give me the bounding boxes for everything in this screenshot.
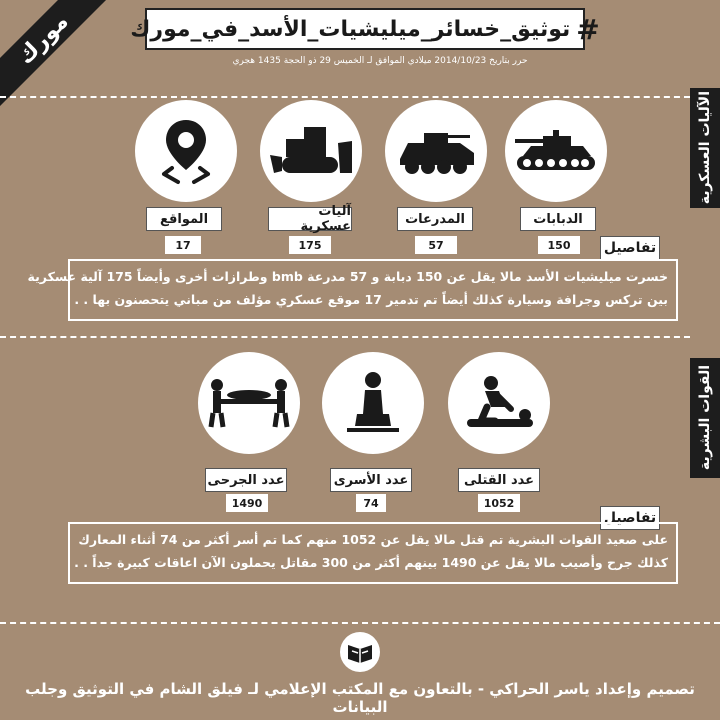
value-wounded: [226, 494, 268, 512]
details-tag-military: [600, 236, 660, 260]
details-military-line-1: خسرت ميليشيات الأسد مالا يقل عن 150 دبابة و 57 مدرعة bmb وطرازات أخرى وأيضاً 175 آلية عسكرية: [27, 269, 668, 284]
label-prisoners-text: عدد الأسرى: [333, 472, 409, 488]
section-tab-military: [690, 88, 720, 208]
value-military-vehicles: [289, 236, 331, 254]
section-tab-human: [690, 358, 720, 478]
section-divider-military: [0, 96, 690, 98]
value-wounded-text: 1490: [231, 496, 263, 510]
details-box-military: [27, 259, 678, 321]
kneeling-prisoner-icon: [322, 352, 424, 454]
cpr-icon: [448, 352, 550, 454]
hashtag-symbol: #: [576, 12, 600, 46]
value-killed-text: 1052: [483, 496, 515, 510]
details-human-line-2: كذلك جرح وأصيب مالا يقل عن 1490 بينهم أكثر من 300 مقاتل يحملون الآن اعاقات كبيرة جداً . .: [74, 555, 668, 570]
label-tanks: [520, 207, 596, 231]
section-label-military: الآليات العسكرية: [697, 91, 713, 205]
details-tag-human-text: تفاصيل: [603, 510, 657, 526]
details-box-human: [68, 522, 678, 584]
value-prisoners: [356, 494, 386, 512]
label-prisoners: [330, 468, 412, 492]
value-tanks: [538, 236, 580, 254]
value-positions-text: 17: [175, 238, 191, 252]
value-killed: [478, 494, 520, 512]
label-military-vehicles-text: آليات عسكرية: [300, 204, 351, 234]
footer-divider: [0, 622, 720, 624]
label-wounded-text: عدد الجرحى: [207, 472, 285, 488]
page-title-text: توثيق_خسائر_ميليشيات_الأسد_في_مورك: [130, 16, 571, 42]
value-military-vehicles-text: 175: [298, 238, 322, 252]
label-wounded: [205, 468, 287, 492]
label-killed: [458, 468, 540, 492]
value-positions: [165, 236, 201, 254]
value-tanks-text: 150: [547, 238, 571, 252]
footer-credits: تصميم وإعداد ياسر الحراكي - بالتعاون مع المكتب الإعلامي لـ فيلق الشام في التوثيق وجلب البيانات: [25, 680, 695, 716]
label-killed-text: عدد القتلى: [463, 472, 535, 488]
label-tanks-text: الدبابات: [533, 211, 583, 227]
value-prisoners-text: 74: [363, 496, 379, 510]
stretcher-icon: [198, 352, 300, 454]
section-divider-human: [0, 336, 690, 338]
label-positions-text: المواقع: [159, 211, 209, 227]
section-label-human: القوات البشرية: [697, 365, 713, 471]
corner-ribbon: [0, 0, 115, 111]
page-title: [130, 8, 600, 50]
location-pin-icon: [135, 100, 237, 202]
value-armored-text: 57: [428, 238, 444, 252]
label-armored: [397, 207, 473, 231]
label-armored-text: المدرعات: [405, 211, 465, 227]
open-book-logo-icon: [340, 632, 380, 672]
label-positions: [146, 207, 222, 231]
value-armored: [415, 236, 457, 254]
details-tag-military-text: تفاصيل: [603, 240, 657, 256]
armored-vehicle-icon: [385, 100, 487, 202]
date-subtitle: حرر بتاريخ 2014/10/23 ميلادي الموافق لـ الخميس 29 ذو الحجة 1435 هجري: [232, 56, 528, 66]
details-military-line-2: بين تركس وجرافة وسيارة كذلك أيضاً تم تدمير 17 موقع عسكري مؤلف من مباني يتحصنون بها . .: [74, 292, 668, 307]
corner-ribbon-text: مورك: [12, 8, 74, 70]
label-military-vehicles: [268, 204, 352, 234]
tank-icon: [505, 100, 607, 202]
bulldozer-icon: [260, 100, 362, 202]
details-human-line-1: على صعيد القوات البشرية تم قتل مالا يقل عن 1052 منهم كما تم أسر أكثر من 74 أثناء المعارك: [78, 532, 668, 547]
